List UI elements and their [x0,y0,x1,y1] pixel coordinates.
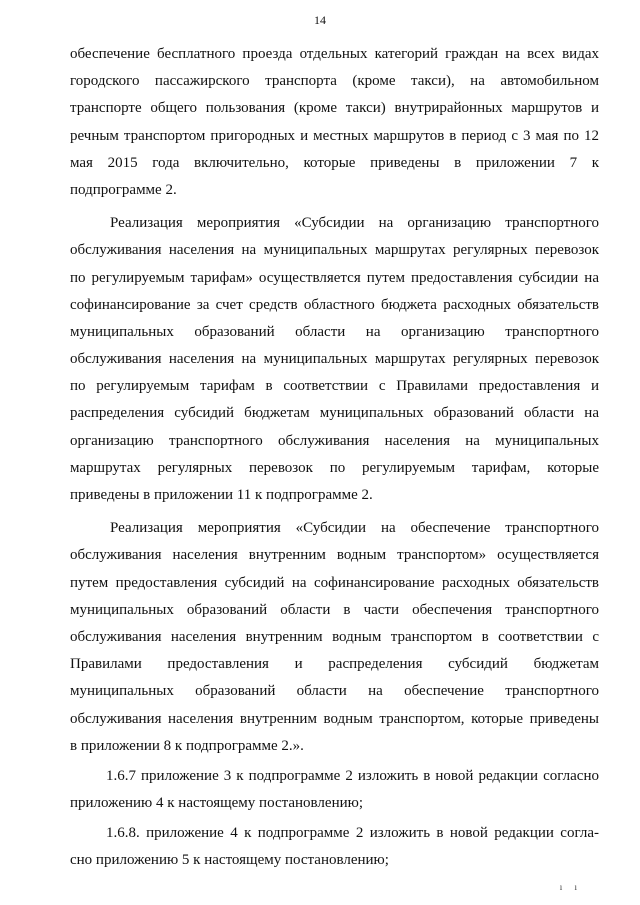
paragraph-2 [70,210,599,509]
text-line: сно приложению 5 к настоящему постановлению; [70,852,389,869]
text-line: маршрутах регулярных перевозок по регулируемым тарифам, которые [70,459,599,476]
text-line: обслуживания населения внутренним водным транспортом» осуществляется [70,547,599,564]
text-line: обеспечение бесплатного проезда отдельных категорий граждан на всех видах [70,46,599,62]
text-line: обслуживания населения внутренним водным транспортом, которые приведены [70,710,599,727]
text-line: приложению 4 к настоящему постановлению; [70,795,363,812]
text-line: подпрограмме 2. [70,181,177,198]
text-line: муниципальных образований области в части обеспечения транспортного [70,601,599,618]
text-line: речным транспортом пригородных и местных маршрутов в период с 3 мая по 12 [70,127,599,144]
text-line: в приложении 8 к подпрограмме 2.». [70,737,304,754]
text-line: Реализация мероприятия «Субсидии на организацию транспортного [110,215,599,232]
paragraph-3 [70,515,599,760]
document-body [70,41,599,875]
text-line: транспорте общего пользования (кроме такси) внутрирайонных маршрутов и [70,100,599,117]
text-line: по регулируемым тарифам в соответствии с Правилами предоставления и [70,378,599,395]
text-line: обслуживания населения на муниципальных маршрутах регулярных перевозок [70,242,599,259]
text-line: городского пассажирского транспорта (кроме такси), на автомобильном [70,73,599,90]
text-line: Реализация мероприятия «Субсидии на обеспечение транспортного [110,520,599,537]
paragraph-1 [70,41,599,204]
text-line: мая 2015 года включительно, которые приведены в приложении 7 к [70,154,599,171]
text-line: распределения субсидий бюджетам муниципальных образований области на [70,405,599,422]
text-line: обслуживания населения на муниципальных маршрутах регулярных перевозок [70,351,599,368]
text-line: приведены в приложении 11 к подпрограмме 2. [70,487,373,503]
scan-mark: ı ı [559,882,582,892]
page-number: 14 [314,13,326,27]
text-line: муниципальных образований области на организацию транспортного [70,323,599,340]
text-line: обслуживания населения внутренним водным транспортом в соответствии с [70,628,599,645]
text-line: Правилами предоставления и распределения субсидий бюджетам [70,656,599,673]
text-line: путем предоставления субсидий на софинансирование расходных обязательств [70,574,599,591]
text-line: организацию транспортного обслуживания населения на муниципальных [70,432,599,449]
text-line: 1.6.8. приложение 4 к подпрограмме 2 изложить в новой редакции согла- [106,825,599,842]
paragraph-4 [70,763,599,817]
text-line: 1.6.7 приложение 3 к подпрограмме 2 изложить в новой редакции согласно [106,767,599,784]
text-line: муниципальных образований области на обеспечение транспортного [70,683,599,700]
text-line: софинансирование за счет средств областного бюджета расходных обязательств [70,296,599,313]
paragraph-5 [70,820,599,874]
text-line: по регулируемым тарифам» осуществляется путем предоставления субсидии на [70,269,599,286]
